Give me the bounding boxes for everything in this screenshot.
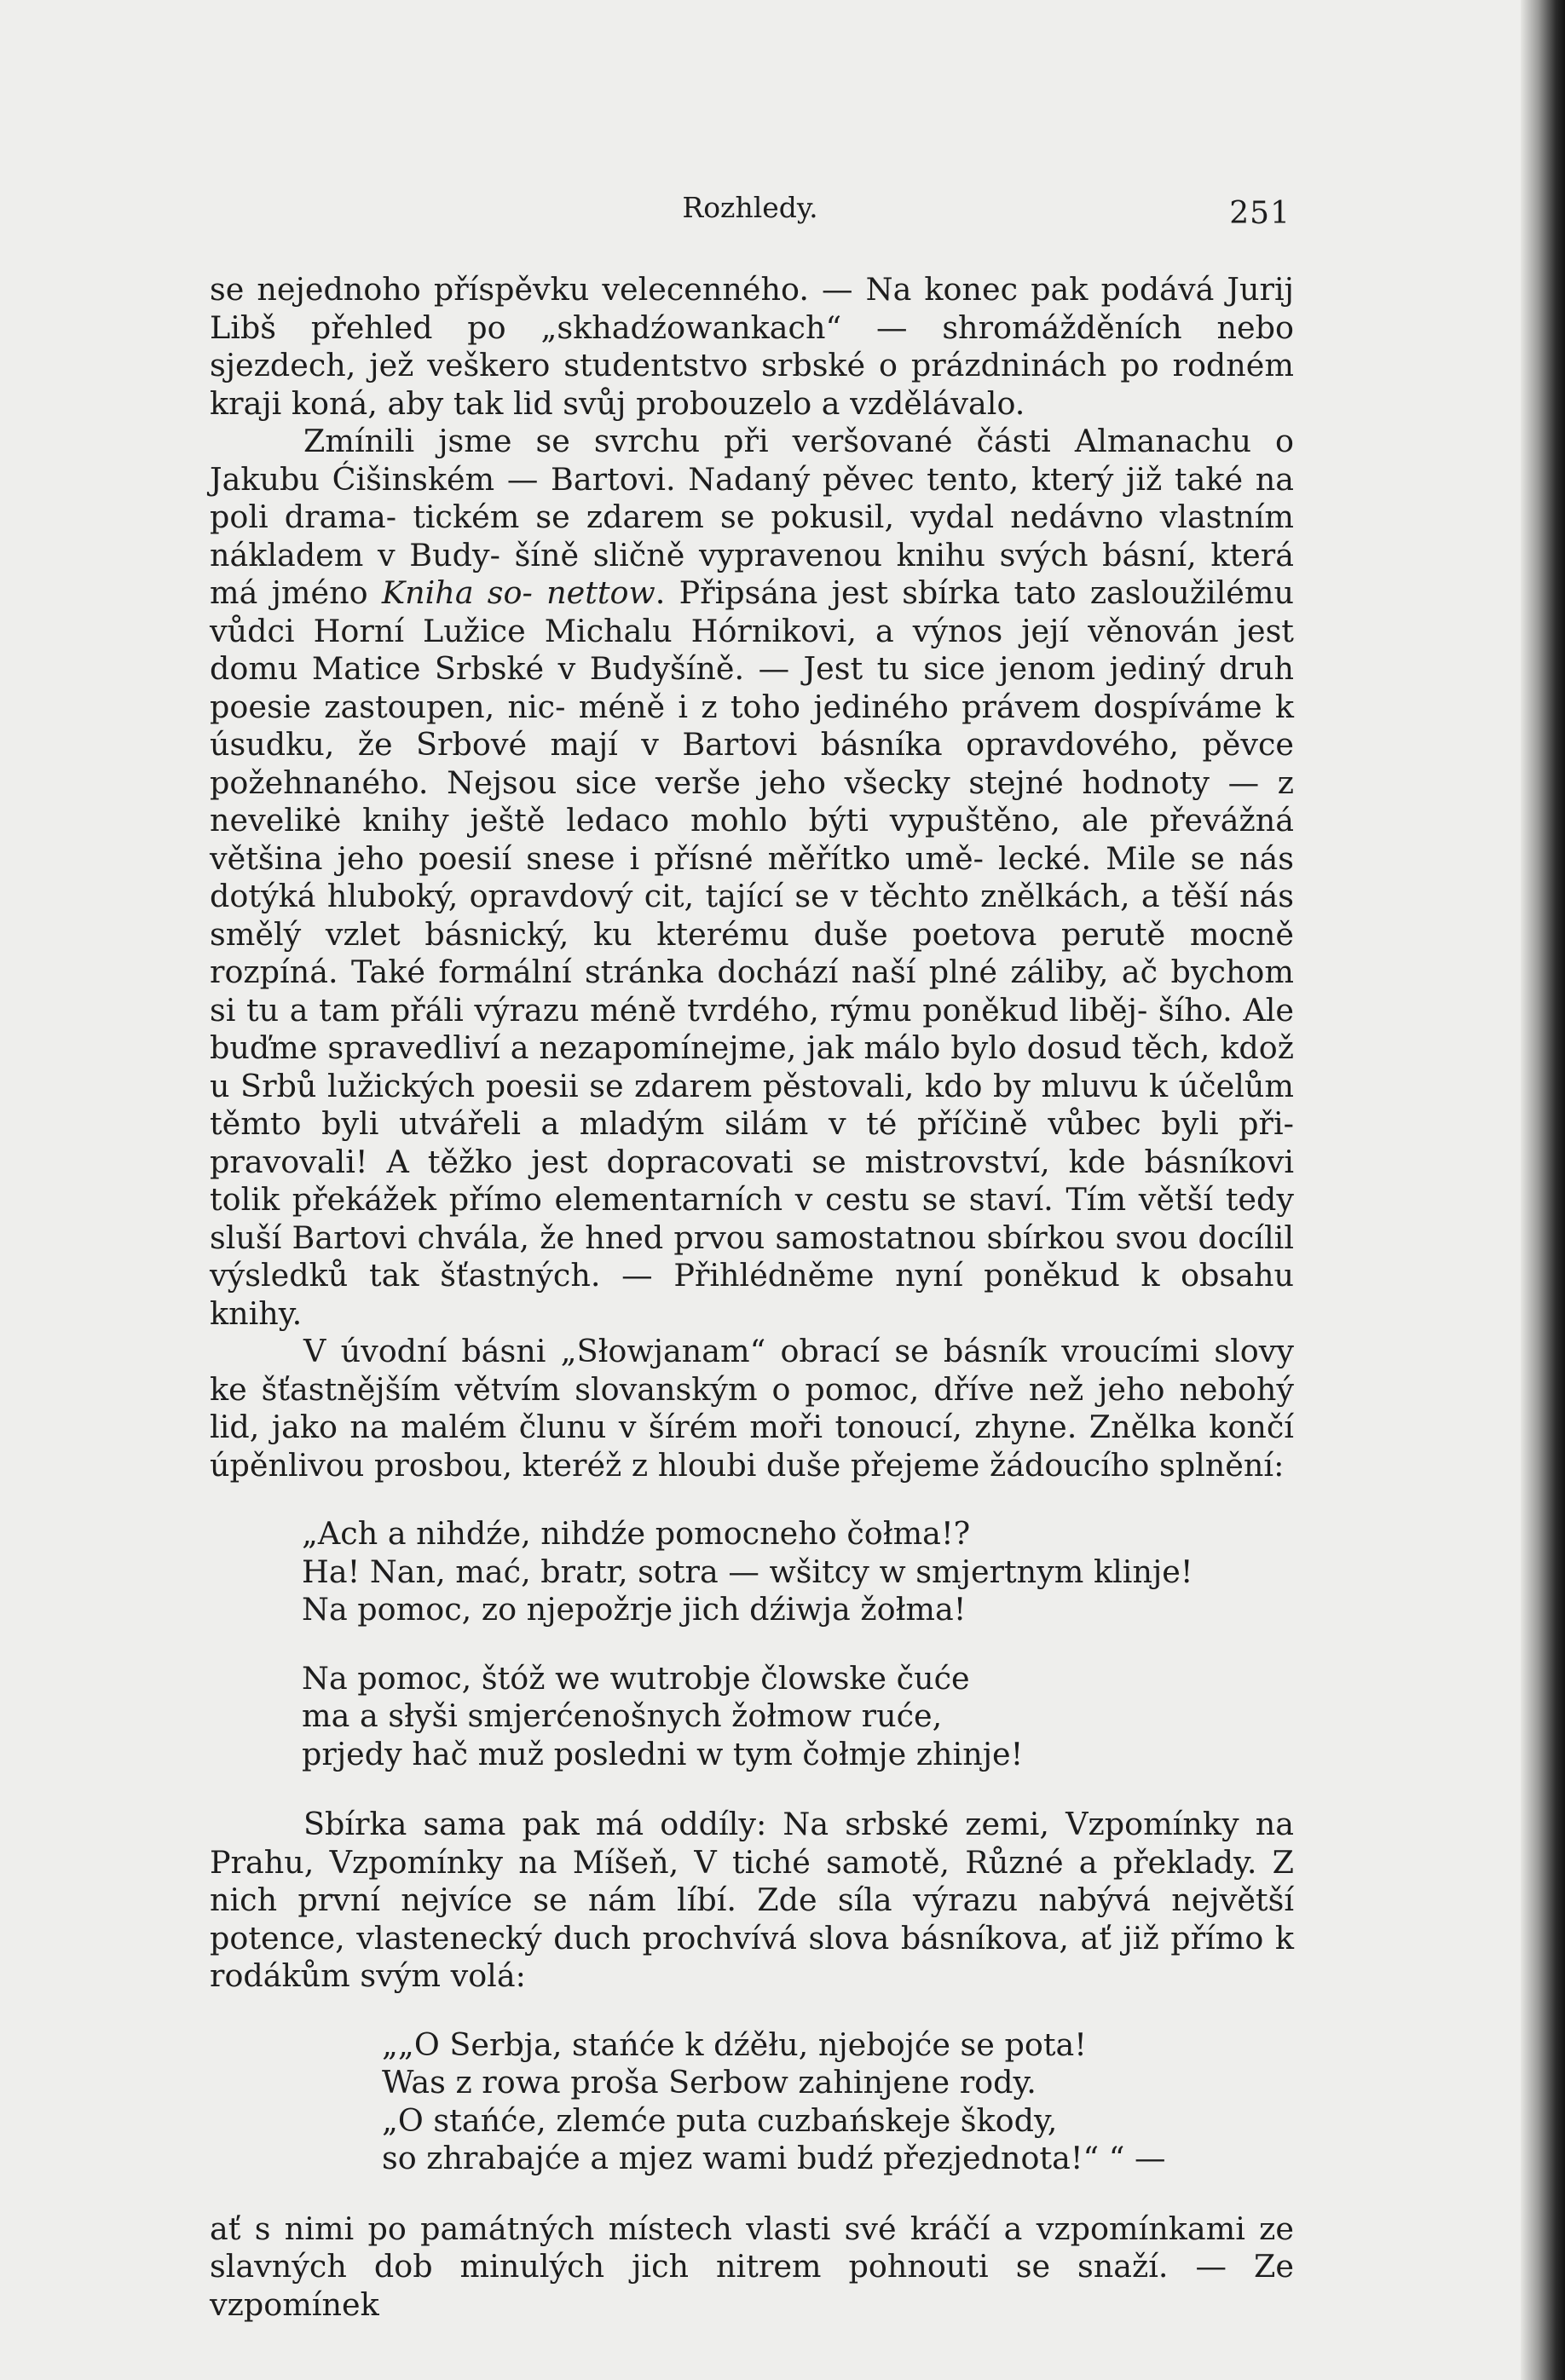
page-header — [210, 191, 1291, 233]
text-line: v Bartovi básníka opravdového, pěvce požehnaného. Nejsou sice verše — [210, 726, 1294, 801]
text-line: se nejednoho příspěvku velecenného. — Na konec pak podává Jurij Libš — [210, 271, 1294, 346]
text-line: prosbou, kteréž z hloubi duše přejeme žádoucího splnění: — [374, 1446, 1285, 1484]
page-number: 251 — [1229, 196, 1291, 231]
poem-line: Was z rowa proša Serbow zahinjene rody. — [382, 2064, 1037, 2101]
poem-line: Na pomoc, štóž we wutrobje člowske čuće — [302, 1659, 970, 1697]
text-line: nejvíce se nám líbí. Zde síla výrazu nabývá největší potence, vlastenecký — [210, 1882, 1294, 1956]
text-line: v Budyšíně. — Jest tu sice jenom jediný druh poesie zastoupen, nic- — [210, 650, 1294, 725]
poem-line: „O stańće, zlemće puta cuzbańskeje škody, — [382, 2101, 1058, 2139]
text-line: veškero studentstvo srbské o prázdninách po rodném kraji koná, aby — [210, 347, 1294, 422]
book-title-italic: nettow — [546, 574, 655, 611]
running-title: Rozhledy. — [682, 191, 818, 224]
text-line: V úvodní básni „Słowjanam“ obrací se básník vroucími slovy ke — [210, 1333, 1294, 1408]
text-line: Vzpomínky na Míšeň, V tiché samotě, Různé a překlady. Z nich první — [210, 1843, 1294, 1918]
text-line: duch prochvívá slova básníkova, ať již přímo k rodákům svým volá: — [210, 1919, 1294, 1994]
text-line: ať s nimi po památných místech vlasti své kráčí a vzpomínkami ze — [210, 2210, 1294, 2247]
paragraph — [210, 1333, 1294, 1484]
text-line: překážek přímo elementarních v cestu se staví. Tím větší tedy sluší — [210, 1181, 1294, 1256]
text-line: tickém se zdarem se pokusil, vydal nedávno vlastním nákladem v Budy- — [210, 498, 1294, 573]
poem-line: Ha! Nan, mać, bratr, sotra — wšitcy w smjertnym klinje! — [302, 1553, 1193, 1590]
text-line: slavných dob minulých jich nitrem pohnouti se snaží. — Ze vzpomínek — [210, 2248, 1294, 2323]
paragraph — [210, 271, 1294, 423]
text-line: těmto byli utvářeli a mladým silám v té příčině vůbec byli při- — [210, 1105, 1294, 1142]
text-line: znělkách, a těší nás smělý vzlet básnický, ku kterému duše poetova — [210, 878, 1294, 953]
poem-line: Na pomoc, zo njepožrje jich dźiwja žołma! — [302, 1591, 967, 1628]
text-line: vypuštěno, ale převážná většina jeho poesií snese i přísné měřítko umě- — [210, 802, 1295, 877]
poem-quotation — [210, 1515, 1294, 1773]
text-line: méně i z toho jediného právem dospíváme k úsudku, že Srbové mají — [210, 688, 1294, 763]
poem-line: „Ach a nihdźe, nihdźe pomocneho čołma!? — [302, 1515, 971, 1552]
text-line: jeho všecky stejné hodnoty — z nevelikė knihy ještě ledaco mohlo býti — [210, 764, 1294, 838]
body-text — [210, 271, 1294, 2324]
poem-line: so zhrabajće a mjez wami budź přezjednota!“ “ — — [382, 2140, 1166, 2176]
paragraph — [210, 2210, 1294, 2325]
text-line: pravovali! A těžko jest dopracovati se mistrovství, kde básníkovi tolik — [210, 1143, 1294, 1218]
text-line: přehled po „skhadźowankach“ — shromážděních nebo sjezdech, jež — [210, 308, 1294, 383]
poem-line: ma a słyši smjerćenošnych žołmow ruće, — [302, 1697, 943, 1734]
text-line: šího. Ale buďme spravedliví a nezapomínejme, jak málo bylo dosud těch, — [210, 991, 1294, 1066]
text-line: ač bychom si tu a tam přáli výrazu méně tvrdého, rýmu poněkud liběj- — [210, 954, 1294, 1029]
text-line: lecké. Mile se nás dotýká hluboký, opravdový cit, tající se v těchto — [210, 839, 1294, 914]
text-line: Zmínili jsme se svrchu při veršované části Almanachu o Jakubu — [210, 423, 1294, 498]
stanza-gap — [302, 1629, 1294, 1660]
text-line: šťastnějším větvím slovanským o pomoc, dříve než jeho nebohý lid, jako — [210, 1370, 1294, 1445]
text-line: šíně sličně vypravenou knihu svých básní, která má jméno — [210, 536, 1294, 611]
text-line: Sbírka sama pak má oddíly: Na srbské zemi, Vzpomínky na Prahu, — [210, 1806, 1294, 1881]
poem-line: „„O Serbja, stańće k dźěłu, njebojće se pota! — [382, 2026, 1087, 2063]
text-line: Ćišinském — Bartovi. Nadaný pěvec tento, který již také na poli drama- — [210, 460, 1294, 535]
text-line: kdož u Srbů lužických poesii se zdarem pěstovali, kdo by mluvu k účelům — [210, 1029, 1294, 1104]
text-line: tak šťastných. — Přihlédněme nyní poněkud k obsahu knihy. — [210, 1257, 1294, 1332]
text-line: Bartovi chvála, že hned prvou samostatnou sbírkou svou docílil výsledků — [210, 1219, 1295, 1294]
text-line: tak lid svůj probouzelo a vzdělávalo. — [453, 384, 1025, 422]
book-title-italic: Kniha so- — [381, 574, 533, 611]
text-line: Michalu Hórnikovi, a výnos její věnován jest domu Matice Srbské — [210, 612, 1294, 687]
paragraph — [210, 1806, 1294, 1996]
page-edge-shadow — [1521, 0, 1565, 2380]
text-line: perutě mocně rozpíná. Také formální stránka dochází naší plné záliby, — [210, 915, 1294, 990]
text-line: na malém člunu v šírém moři tonoucí, zhyne. Znělka končí úpěnlivou — [210, 1409, 1294, 1484]
text-line: . Připsána jest sbírka tato zasloužilému vůdci Horní Lužice — [210, 574, 1294, 649]
poem-line: prjedy hač muž posledni w tym čołmje zhinje! — [302, 1735, 1024, 1772]
paragraph — [210, 423, 1294, 1333]
poem-quotation — [210, 2026, 1294, 2178]
